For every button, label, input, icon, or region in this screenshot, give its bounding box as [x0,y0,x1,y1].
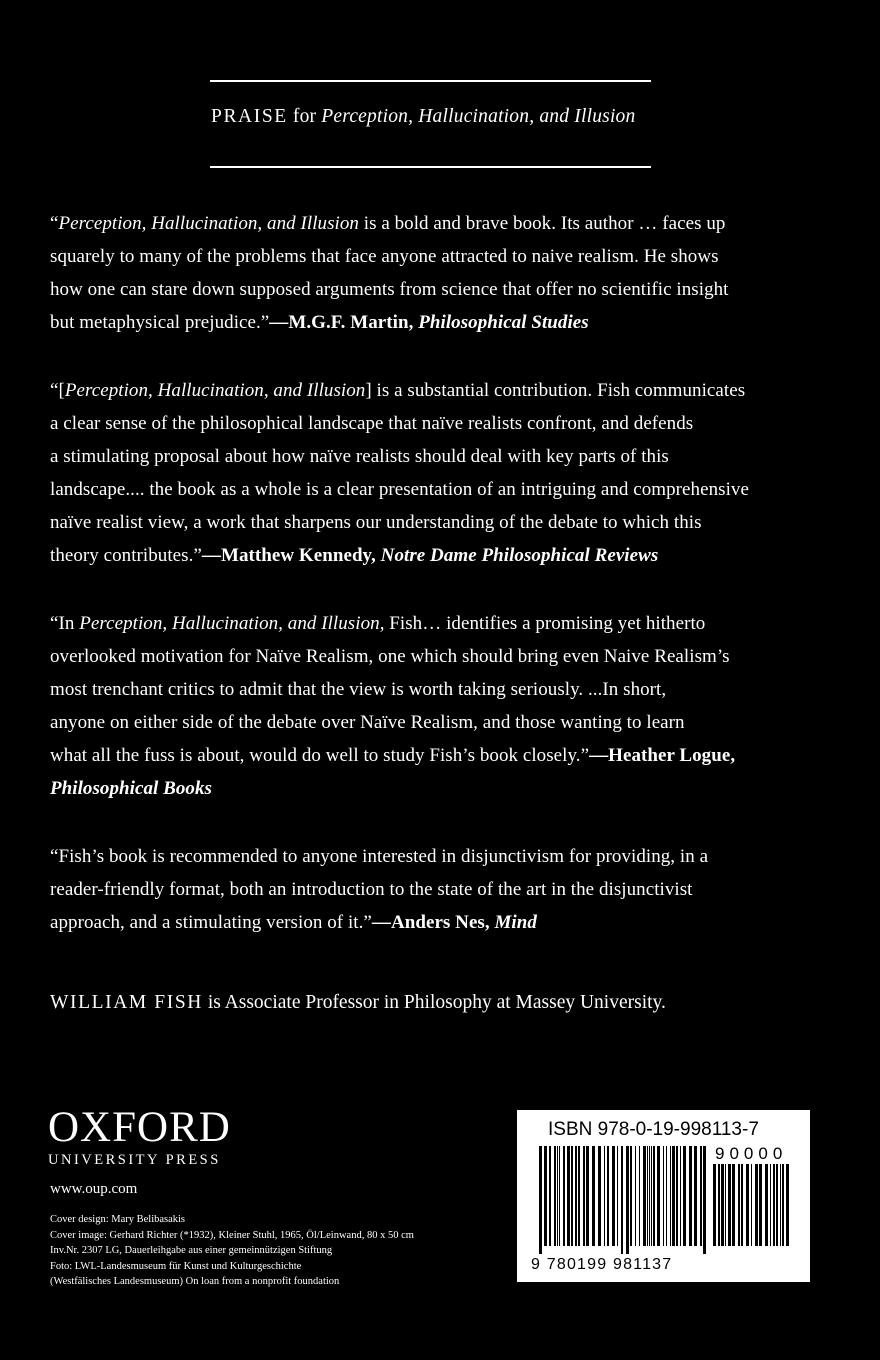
quote-text: theory contributes.” [50,545,202,566]
barcode-bar [575,1146,577,1246]
barcode-bar [780,1164,781,1246]
barcode-bar [626,1146,629,1254]
barcode-bar [694,1146,697,1246]
quote-text: squarely to many of the problems that face anyone attracted to naive realism. He shows [50,246,719,267]
quote-line [50,306,850,339]
quote-text: “Fish’s book is recommended to anyone interested in disjunctivism for providing, in a [50,846,709,867]
addon-digits: 90000 [715,1144,788,1163]
review-quote-martin [50,207,850,339]
praise-heading [211,106,671,128]
quote-line [50,873,850,906]
credit-line: Inv.Nr. 2307 LG, Dauerleihgabe aus einer gemeinnützigen Stiftung [50,1245,333,1256]
barcode-bar [741,1164,743,1246]
author-name: WILLIAM FISH [50,992,203,1013]
quote-text: ] is a substantial contribution. Fish communicates [365,380,746,401]
review-quote-kennedy [50,374,850,572]
barcode-bar [651,1146,652,1246]
quote-text: “ [50,213,59,234]
barcode-bar [617,1146,618,1246]
oxford-logo [48,1106,231,1169]
quote-text: Perception, Hallucination, and Illusion [79,613,380,634]
barcode-bar [751,1164,752,1246]
top-rule [210,80,651,82]
barcode-bar [549,1146,551,1246]
praise-label: PRAISE [211,106,288,127]
barcode-bar [630,1146,632,1246]
quote-line [50,407,850,440]
quote-text: anyone on either side of the debate over Naïve Realism, and those wanting to learn [50,712,685,733]
quote-line [50,240,850,273]
barcode-bar [578,1146,580,1246]
barcode-bar [725,1164,726,1246]
ean-digits: 9 780199 981137 [531,1256,673,1273]
barcode-bar [639,1146,640,1246]
publisher-name: OXFORD [48,1104,231,1151]
barcode-bar [567,1146,570,1246]
credit-line: Cover design: Mary Belibasakis [50,1214,186,1225]
quote-text: Perception, Hallucination, and Illusion [64,380,366,401]
barcode-bar [670,1146,671,1246]
barcode-bar [586,1146,589,1246]
credit-line: (Westfälisches Landesmuseum) On loan from a nonprofit foundation [50,1276,340,1287]
quote-text: , Fish… identifies a promising yet hitherto [379,613,706,634]
quote-text: how one can stare down supposed arguments from science that offer no scientific insight [50,279,729,300]
barcode-bar [683,1146,686,1246]
barcode-bar [563,1146,565,1246]
barcode-bar [607,1146,609,1246]
barcode-bar [621,1146,623,1254]
barcode-bar [721,1164,724,1246]
barcode-bar [718,1164,720,1246]
quote-attribution: —Anders Nes, [371,912,495,933]
publisher-subtitle: UNIVERSITY PRESS [48,1152,221,1168]
quote-text: but metaphysical prejudice.” [50,312,270,333]
quote-line [50,739,850,772]
barcode-bar [666,1146,667,1246]
barcode-bar [770,1164,771,1246]
barcode-bar [653,1146,655,1246]
barcode-bar [703,1146,706,1254]
review-quote-nes [50,840,850,939]
barcode-bar [773,1164,775,1246]
review-quote-logue [50,607,850,805]
quote-text: approach, and a stimulating version of it.” [50,912,372,933]
quote-attribution: —M.G.F. Martin, [269,312,419,333]
quote-line [50,840,850,873]
barcode-bar [604,1146,605,1246]
barcode-bar [647,1146,648,1246]
barcode-bar [746,1164,749,1246]
barcode-bar [728,1164,731,1246]
barcode-bar [635,1146,636,1246]
bottom-rule [210,166,651,168]
credit-line: Foto: LWL-Landesmuseum für Kunst und Kulturgeschichte [50,1260,302,1272]
quote-line [50,374,850,407]
barcode-bar [583,1146,585,1246]
barcode-bar [672,1146,675,1246]
barcode-bar [765,1164,768,1246]
barcode-bar [732,1164,735,1246]
quote-line [50,906,850,939]
isbn-label: ISBN 978-0-19-998113-7 [548,1119,759,1140]
barcode-bar [755,1164,758,1246]
barcode-bar [598,1146,601,1246]
quote-line [50,607,850,640]
credit-line: Cover image: Gerhard Richter (*1932), Kleiner Stuhl, 1965, Öl/Leinwand, 80 x 50 cm [50,1229,414,1241]
isbn-barcode [517,1110,810,1282]
author-bio [50,992,850,1014]
barcode-bar [592,1146,595,1246]
quote-text: overlooked motivation for Naïve Realism, one which should bring even Naive Realism’s [50,646,730,667]
quote-line [50,706,850,739]
ean-barcode-bars [539,1146,709,1254]
barcode-bar [612,1146,615,1246]
quote-text: reader-friendly format, both an introduction to the state of the art in the disjunctivist [50,879,693,900]
praise-book-title: Perception, Hallucination, and Illusion [321,106,636,127]
quote-attribution: —Matthew Kennedy, [201,545,381,566]
quote-text: “In [50,613,80,634]
addon-barcode-bars [713,1164,791,1254]
quote-line [50,273,850,306]
quote-text: what all the fuss is about, would do well to study Fish’s book closely.” [50,745,590,766]
barcode-bar [680,1146,681,1246]
barcode-bar [554,1146,556,1246]
quote-line [50,772,850,805]
barcode-bar [544,1146,547,1246]
barcode-bar [759,1164,762,1246]
quote-line [50,440,850,473]
quote-text: “[ [50,380,65,401]
barcode-bar [738,1164,740,1246]
quote-text: Perception, Hallucination, and Illusion [58,213,359,234]
quote-text: landscape.... the book as a whole is a clear presentation of an intriguing and comprehensive [50,479,749,500]
barcode-bar [657,1146,660,1246]
cover-credits [50,1212,500,1290]
barcode-bar [649,1146,650,1246]
barcode-bar [782,1164,784,1246]
barcode-bar [643,1146,646,1246]
publisher-url[interactable]: www.oup.com [50,1181,138,1197]
barcode-bar [663,1146,664,1246]
quote-attribution: Notre Dame Philosophical Reviews [380,545,659,566]
quote-line [50,640,850,673]
quote-line [50,539,850,572]
barcode-bar [676,1146,678,1246]
quote-attribution: Mind [494,912,537,933]
quote-line [50,506,850,539]
barcode-bar [571,1146,573,1246]
quote-text: naïve realist view, a work that sharpens our understanding of the debate to which this [50,512,702,533]
quote-text: is a bold and brave book. Its author … faces up [358,213,726,234]
quote-attribution: Philosophical Studies [418,312,589,333]
barcode-bar [559,1146,560,1246]
quote-text: most trenchant critics to admit that the view is worth taking seriously. ...In short, [50,679,667,700]
barcode-bar [786,1164,789,1246]
quote-text: a clear sense of the philosophical landscape that naïve realists confront, and defends [50,413,694,434]
barcode-bar [776,1164,778,1246]
quote-line [50,473,850,506]
barcode-bar [700,1146,702,1246]
quote-attribution: Philosophical Books [50,778,212,799]
praise-for: for [287,106,322,127]
quote-attribution: —Heather Logue, [589,745,736,766]
barcode-bar [557,1146,558,1246]
author-bio-text: is Associate Professor in Philosophy at Massey University. [202,992,666,1013]
quote-line [50,207,850,240]
barcode-bar [539,1146,542,1254]
barcode-bar [713,1164,716,1246]
barcode-bar [689,1146,692,1246]
quote-line [50,673,850,706]
quote-text: a stimulating proposal about how naïve realists should deal with key parts of this [50,446,669,467]
